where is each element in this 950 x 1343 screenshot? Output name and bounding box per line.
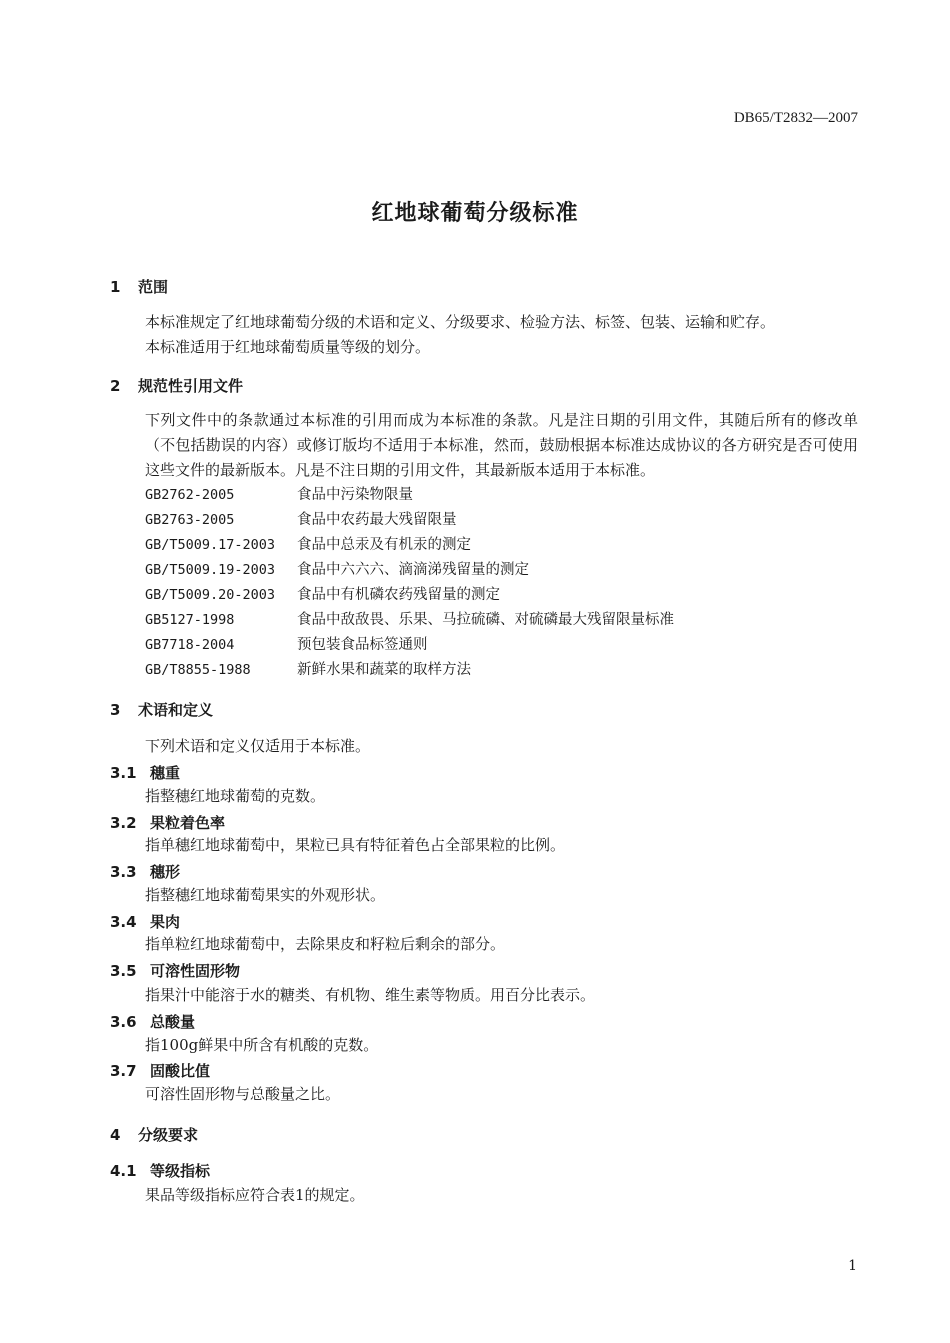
term-definition: 指整穗红地球葡萄果实的外观形状。	[145, 886, 386, 904]
reference-code: GB7718-2004	[145, 637, 235, 653]
section-title: 分级要求	[138, 1126, 199, 1144]
subsection-text: 果品等级指标应符合表1的规定。	[145, 1186, 365, 1204]
reference-name: 食品中六六六、滴滴涕残留量的测定	[297, 562, 529, 578]
term-title: 固酸比值	[150, 1062, 211, 1080]
reference-row	[145, 658, 471, 683]
reference-code: GB/T8855-1988	[145, 662, 251, 678]
term-heading	[110, 861, 180, 882]
subsection-heading	[110, 1160, 210, 1181]
term-heading	[110, 960, 240, 981]
reference-name: 新鲜水果和蔬菜的取样方法	[297, 662, 471, 678]
term-definition: 指单穗红地球葡萄中，果粒已具有特征着色占全部果粒的比例。	[145, 836, 566, 854]
reference-row	[145, 533, 471, 558]
subsection-number: 4.1	[110, 1162, 137, 1180]
term-number: 3.3	[110, 863, 137, 881]
document-title: 红地球葡萄分级标准	[371, 201, 579, 226]
term-title: 果肉	[150, 913, 181, 931]
reference-row	[145, 583, 500, 608]
term-definition: 指整穗红地球葡萄的克数。	[145, 787, 326, 805]
reference-code: GB2763-2005	[145, 512, 235, 528]
reference-code: GB/T5009.19-2003	[145, 562, 276, 578]
reference-name: 食品中农药最大残留限量	[297, 512, 457, 528]
term-definition: 指果汁中能溶于水的糖类、有机物、维生素等物质。用百分比表示。	[145, 986, 596, 1004]
standard-code: DB65/T2832—2007	[733, 110, 858, 126]
section-title: 范围	[138, 278, 169, 296]
reference-code: GB2762-2005	[145, 487, 235, 503]
section-number: 4	[110, 1126, 121, 1144]
term-title: 总酸量	[150, 1013, 196, 1031]
reference-name: 食品中有机磷农药残留量的测定	[297, 587, 500, 603]
scope-paragraph-1: 本标准规定了红地球葡萄分级的术语和定义、分级要求、检验方法、标签、包装、运输和贮存。	[145, 313, 776, 331]
term-number: 3.6	[110, 1013, 137, 1031]
section-heading-2	[110, 375, 243, 396]
term-heading	[110, 911, 180, 932]
terms-intro: 下列术语和定义仅适用于本标准。	[145, 737, 371, 755]
reference-name: 食品中敌敌畏、乐果、马拉硫磷、对硫磷最大残留限量标准	[297, 612, 674, 628]
term-number: 3.7	[110, 1062, 137, 1080]
section-heading-4	[110, 1124, 198, 1145]
term-heading	[110, 762, 180, 783]
term-number: 3.2	[110, 814, 137, 832]
term-definition: 指100g鲜果中所含有机酸的克数。	[145, 1036, 379, 1054]
page-number: 1	[848, 1258, 857, 1274]
term-title: 果粒着色率	[150, 814, 226, 832]
section-heading-3	[110, 699, 213, 720]
term-heading	[110, 812, 225, 833]
term-definition: 指单粒红地球葡萄中，去除果皮和籽粒后剩余的部分。	[145, 935, 506, 953]
section-number: 1	[110, 278, 121, 296]
section-title: 规范性引用文件	[138, 377, 244, 395]
term-heading	[110, 1060, 210, 1081]
term-definition: 可溶性固形物与总酸量之比。	[145, 1085, 341, 1103]
term-number: 3.5	[110, 962, 137, 980]
references-intro	[110, 408, 858, 483]
reference-name: 食品中总汞及有机汞的测定	[297, 537, 471, 553]
scope-paragraph-2: 本标准适用于红地球葡萄质量等级的划分。	[145, 338, 431, 356]
reference-code: GB/T5009.20-2003	[145, 587, 276, 603]
reference-row	[145, 558, 529, 583]
term-heading	[110, 1011, 195, 1032]
term-number: 3.4	[110, 913, 137, 931]
section-heading-1	[110, 276, 168, 297]
reference-code: GB/T5009.17-2003	[145, 537, 276, 553]
section-number: 3	[110, 701, 121, 719]
reference-name: 食品中污染物限量	[297, 487, 413, 503]
reference-row	[145, 483, 413, 508]
reference-row	[145, 608, 674, 633]
reference-name: 预包装食品标签通则	[297, 637, 428, 653]
reference-code: GB5127-1998	[145, 612, 235, 628]
section-number: 2	[110, 377, 121, 395]
subsection-title: 等级指标	[150, 1162, 211, 1180]
term-number: 3.1	[110, 764, 137, 782]
reference-row	[145, 633, 428, 658]
references-intro-text: 下列文件中的条款通过本标准的引用而成为本标准的条款。凡是注日期的引用文件，其随后所有的修改单（不包括勘误的内容）或修订版均不适用于本标准，然而，鼓励根据本标准达成协议的各方研究是否可使用这些文件的最新版本。凡是不注日期的引用文件，其最新版本适用于本标准。	[145, 411, 858, 479]
term-title: 穗重	[150, 764, 181, 782]
term-title: 穗形	[150, 863, 181, 881]
section-title: 术语和定义	[138, 701, 214, 719]
term-title: 可溶性固形物	[150, 962, 241, 980]
reference-row	[145, 508, 457, 533]
